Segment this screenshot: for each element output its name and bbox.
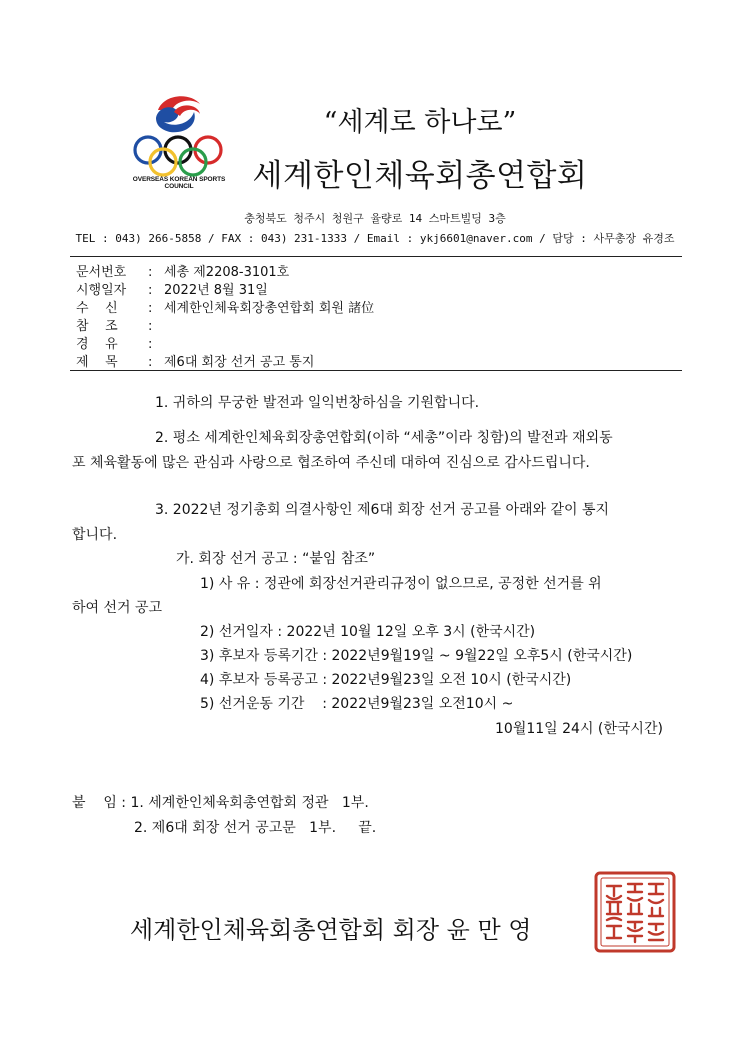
paragraph-1: 1. 귀하의 무궁한 발전과 일익번창하심을 기원합니다. — [155, 395, 480, 411]
divider-top — [70, 256, 682, 257]
item-5-line-2: 10월11일 24시 (한국시간) — [495, 721, 663, 737]
item-3: 3) 후보자 등록기간 : 2022년9월19일 ~ 9월22일 오후5시 (한국시간) — [200, 648, 633, 664]
item-5-line-1: 5) 선거운동 기간 : 2022년9월23일 오전10시 ~ — [200, 696, 514, 712]
meta-key: 시행일자 — [76, 283, 127, 298]
paragraph-2-line-2: 포 체육활동에 많은 관심과 사랑으로 협조하여 주신데 대하여 진심으로 감사드립니다. — [72, 455, 590, 471]
official-seal-icon — [593, 870, 677, 954]
section-ga: 가. 회장 선거 공고 : “붙임 참조” — [176, 551, 376, 567]
paragraph-3-line-2: 합니다. — [72, 527, 118, 543]
meta-reference: 참 조 : — [76, 315, 676, 333]
paragraph-2-line-1: 2. 평소 세계한인체육회장총연합회(이하 “세총”이라 칭함)의 발전과 재외동 — [155, 430, 613, 446]
council-logo — [128, 88, 232, 188]
meta-value: 2022년 8월 31일 — [164, 283, 268, 298]
meta-value: 세계한인체육회장총연합회 회원 諸位 — [164, 301, 375, 316]
slogan: “세계로 하나로” — [323, 107, 517, 138]
meta-via: 경 유 : — [76, 333, 676, 351]
meta-key: 문서번호 — [76, 265, 127, 280]
address-line: 충청북도 청주시 청원구 율량로 14 스마트빌딩 3층 — [244, 212, 506, 225]
item-1-line-1: 1) 사 유 : 정관에 회장선거관리규정이 없으므로, 공정한 선거를 위 — [200, 576, 602, 592]
meta-value: 제6대 회장 선거 공고 통지 — [164, 355, 315, 370]
meta-doc-number: 문서번호 : 세총 제2208-3101호 — [76, 261, 676, 279]
organization-title: 세계한인체육회총연합회 — [252, 158, 588, 194]
meta-value: 세총 제2208-3101호 — [164, 265, 290, 280]
contact-line: TEL : 043) 266-5858 / FAX : 043) 231-1333 / Email : ykj6601@naver.com / 담당 : 사무총장 유경조 — [75, 232, 675, 245]
divider-bottom — [70, 370, 682, 371]
olympic-rings-icon — [135, 137, 221, 175]
item-4: 4) 후보자 등록공고 : 2022년9월23일 오전 10시 (한국시간) — [200, 672, 572, 688]
item-2: 2) 선거일자 : 2022년 10월 12일 오후 3시 (한국시간) — [200, 624, 536, 640]
meta-key: 경 유 — [76, 337, 118, 352]
attachment-2: 2. 제6대 회장 선거 공고문 1부. 끝. — [134, 820, 377, 836]
meta-key: 수 신 — [76, 301, 118, 316]
meta-key: 제 목 — [76, 355, 118, 370]
meta-recipient: 수 신 : 세계한인체육회장총연합회 회원 諸位 — [76, 297, 676, 315]
signature-line: 세계한인체육회총연합회 회장 윤 만 영 — [130, 916, 532, 944]
taegeuk-icon — [156, 96, 200, 132]
paragraph-3-line-1: 3. 2022년 정기총회 의결사항인 제6대 회장 선거 공고를 아래와 같이 통지 — [155, 502, 610, 518]
meta-issue-date: 시행일자 : 2022년 8월 31일 — [76, 279, 676, 297]
attachment-1: 붙 임 : 1. 세계한인체육회총연합회 정관 1부. — [72, 795, 369, 811]
logo-caption: OVERSEAS KOREAN SPORTS COUNCIL — [132, 176, 226, 190]
meta-key: 참 조 — [76, 319, 118, 334]
meta-subject: 제 목 : 제6대 회장 선거 공고 통지 — [76, 351, 676, 369]
item-1-line-2: 하여 선거 공고 — [72, 600, 163, 616]
